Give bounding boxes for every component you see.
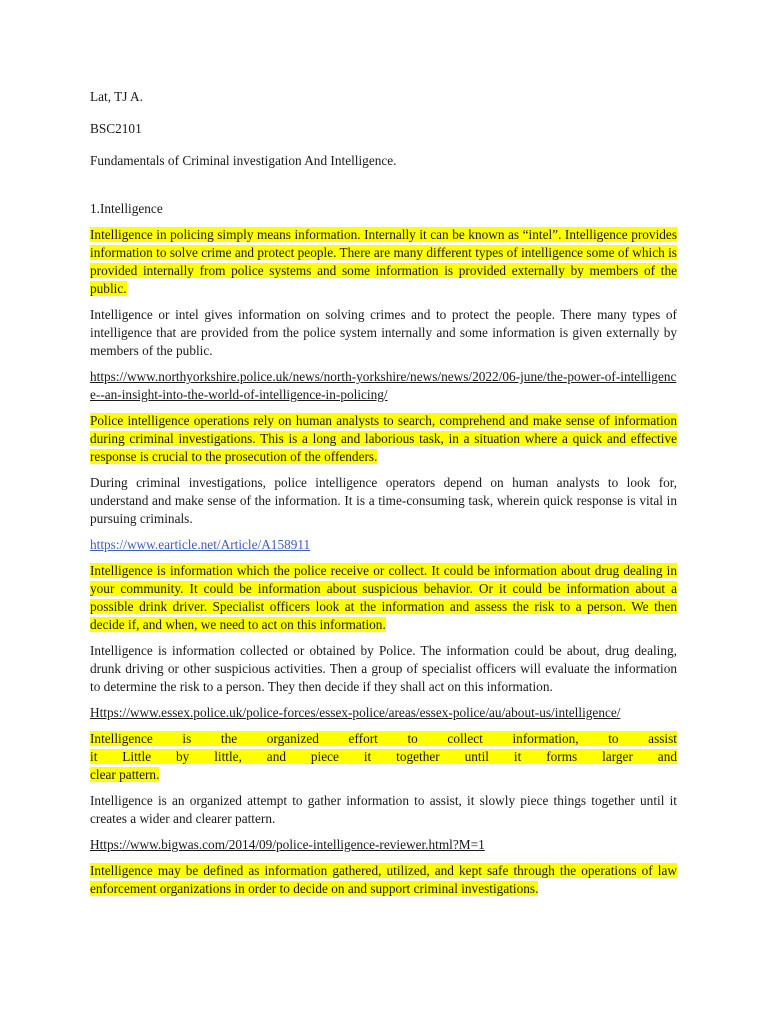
highlight-text: Police intelligence operations rely on human analysts to search, comprehend and make sense of information during criminal investigations. This is a long and laborious task, in a situation where a quick and effective response is crucial to the prosecution of the offenders. <box>90 413 677 464</box>
paraphrase-text: Intelligence is an organized attempt to gather information to assist, it slowly piece things together until it creates a wider and clearer pattern. <box>90 793 677 826</box>
paraphrase-text: Intelligence or intel gives information on solving crimes and to protect the people. There many types of intelligence that are provided from the police system internally and some information is given externally by members of the public. <box>90 307 677 358</box>
highlight-line: it Little by little, and piece it together until it forms larger and <box>90 749 677 764</box>
highlight-line: Intelligence is the organized effort to collect information, to assist <box>90 731 677 746</box>
source-link-text[interactable]: https://www.earticle.net/Article/A158911 <box>90 537 311 552</box>
highlight-text: Intelligence in policing simply means information. Internally it can be known as “intel”. Intelligence provides information to solve crime and protect people. There are many different types of intelligence some of which is provided internally from police systems and some information is provided externally by members of the public. <box>90 227 677 296</box>
source-link[interactable] <box>90 536 677 554</box>
course-title: Fundamentals of Criminal investigation And Intelligence. <box>90 153 397 168</box>
document-body <box>90 88 677 898</box>
highlighted-quote <box>90 412 677 466</box>
source-link-text[interactable]: Https://www.bigwas.com/2014/09/police-intelligence-reviewer.html?M=1 <box>90 837 485 852</box>
highlight-text: Intelligence is information which the police receive or collect. It could be information about drug dealing in your community. It could be information about suspicious behavior. Or it could be information about a possible drink driver. Specialist officers look at the information and assess the risk to a person. We then decide if, and when, we need to act on this information. <box>90 563 677 632</box>
section-heading: 1.Intelligence <box>90 201 163 216</box>
source-link[interactable] <box>90 368 677 404</box>
author-name: Lat, TJ A. <box>90 89 143 104</box>
source-link-text[interactable]: https://www.northyorkshire.police.uk/news/north-yorkshire/news/news/2022/06-june/the-power-of-intelligence--an-insight-into-the-world-of-intelligence-in-policing/ <box>90 369 677 402</box>
source-link[interactable] <box>90 704 677 722</box>
highlighted-quote <box>90 562 677 634</box>
highlight-line: clear pattern. <box>90 767 160 782</box>
paraphrase-text: Intelligence is information collected or obtained by Police. The information could be about, drug dealing, drunk driving or other suspicious activities. Then a group of specialist officers will evaluate the information to determine the risk to a person. They then decide if they shall act on this information. <box>90 643 677 694</box>
paraphrase-text: During criminal investigations, police intelligence operators depend on human analysts to look for, understand and make sense of the information. It is a time-consuming task, wherein quick response is vital in pursuing criminals. <box>90 475 677 526</box>
highlight-text: Intelligence may be defined as information gathered, utilized, and kept safe through the operations of law enforcement organizations in order to decide on and support criminal investigations. <box>90 863 677 896</box>
source-link-text[interactable]: Https://www.essex.police.uk/police-forces/essex-police/areas/essex-police/au/about-us/intelligence/ <box>90 705 621 720</box>
highlighted-quote <box>90 862 677 898</box>
highlighted-quote <box>90 226 677 298</box>
highlighted-quote <box>90 730 677 784</box>
source-link[interactable] <box>90 836 677 854</box>
course-code: BSC2101 <box>90 121 142 136</box>
